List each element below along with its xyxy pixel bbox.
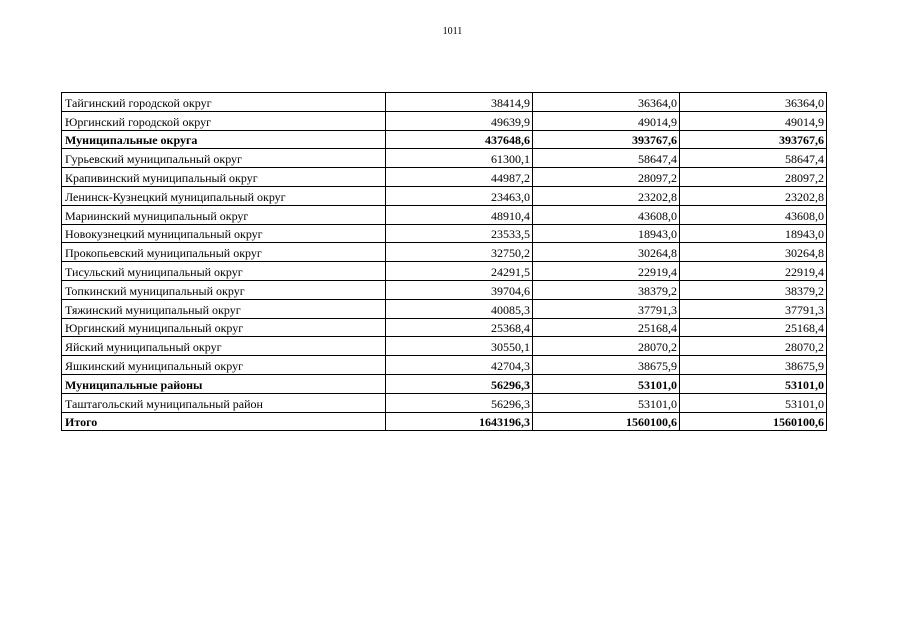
row-value-3-cell: 25168,4	[680, 318, 827, 337]
row-value-1-cell: 40085,3	[386, 299, 533, 318]
row-name-cell: Яшкинский муниципальный округ	[62, 356, 386, 375]
row-value-1-cell: 38414,9	[386, 93, 533, 112]
table-row-subtotal	[62, 374, 827, 393]
row-value-2-cell: 22919,4	[533, 262, 680, 281]
row-name-cell: Тяжинский муниципальный округ	[62, 299, 386, 318]
row-value-2-cell: 23202,8	[533, 186, 680, 205]
row-value-2-cell: 28097,2	[533, 168, 680, 187]
table-row	[62, 111, 827, 130]
row-value-3-cell: 22919,4	[680, 262, 827, 281]
row-value-3-cell: 28070,2	[680, 337, 827, 356]
row-value-1-cell: 42704,3	[386, 356, 533, 375]
row-value-1-cell: 39704,6	[386, 280, 533, 299]
row-value-1-cell: 56296,3	[386, 374, 533, 393]
row-name-cell: Тисульский муниципальный округ	[62, 262, 386, 281]
row-value-3-cell: 36364,0	[680, 93, 827, 112]
row-name-cell: Юргинский муниципальный округ	[62, 318, 386, 337]
table-row	[62, 186, 827, 205]
row-value-2-cell: 25168,4	[533, 318, 680, 337]
row-name-cell: Муниципальные районы	[62, 374, 386, 393]
row-value-1-cell: 30550,1	[386, 337, 533, 356]
table-row	[62, 262, 827, 281]
row-value-3-cell: 53101,0	[680, 393, 827, 412]
row-value-1-cell: 25368,4	[386, 318, 533, 337]
row-value-2-cell: 53101,0	[533, 393, 680, 412]
row-value-2-cell: 37791,3	[533, 299, 680, 318]
row-value-3-cell: 28097,2	[680, 168, 827, 187]
row-name-cell: Прокопьевский муниципальный округ	[62, 243, 386, 262]
row-name-cell: Таштагольский муниципальный район	[62, 393, 386, 412]
table-row	[62, 168, 827, 187]
row-value-3-cell: 49014,9	[680, 111, 827, 130]
row-name-cell: Итого	[62, 412, 386, 431]
row-value-2-cell: 43608,0	[533, 205, 680, 224]
row-value-3-cell: 18943,0	[680, 224, 827, 243]
table-body	[62, 93, 827, 431]
row-value-1-cell: 48910,4	[386, 205, 533, 224]
table-row	[62, 356, 827, 375]
row-value-2-cell: 28070,2	[533, 337, 680, 356]
row-name-cell: Гурьевский муниципальный округ	[62, 149, 386, 168]
row-name-cell: Крапивинский муниципальный округ	[62, 168, 386, 187]
table-row-subtotal	[62, 130, 827, 149]
table-row	[62, 205, 827, 224]
table-row	[62, 280, 827, 299]
row-value-3-cell: 37791,3	[680, 299, 827, 318]
row-value-2-cell: 30264,8	[533, 243, 680, 262]
row-value-1-cell: 23533,5	[386, 224, 533, 243]
row-value-3-cell: 43608,0	[680, 205, 827, 224]
row-value-2-cell: 1560100,6	[533, 412, 680, 431]
row-value-1-cell: 1643196,3	[386, 412, 533, 431]
budget-table	[61, 92, 827, 431]
table-row-subtotal	[62, 412, 827, 431]
row-value-3-cell: 23202,8	[680, 186, 827, 205]
table-row	[62, 299, 827, 318]
row-value-3-cell: 53101,0	[680, 374, 827, 393]
row-value-1-cell: 49639,9	[386, 111, 533, 130]
row-value-1-cell: 61300,1	[386, 149, 533, 168]
row-value-2-cell: 58647,4	[533, 149, 680, 168]
row-value-1-cell: 44987,2	[386, 168, 533, 187]
row-value-2-cell: 18943,0	[533, 224, 680, 243]
row-name-cell: Мариинский муниципальный округ	[62, 205, 386, 224]
row-value-2-cell: 38675,9	[533, 356, 680, 375]
row-name-cell: Юргинский городской округ	[62, 111, 386, 130]
row-name-cell: Муниципальные округа	[62, 130, 386, 149]
row-value-1-cell: 56296,3	[386, 393, 533, 412]
row-value-2-cell: 36364,0	[533, 93, 680, 112]
row-value-2-cell: 393767,6	[533, 130, 680, 149]
table-row	[62, 93, 827, 112]
row-value-2-cell: 38379,2	[533, 280, 680, 299]
row-value-3-cell: 38379,2	[680, 280, 827, 299]
page-number: 1011	[442, 26, 463, 37]
row-value-3-cell: 30264,8	[680, 243, 827, 262]
row-value-2-cell: 53101,0	[533, 374, 680, 393]
table-row	[62, 393, 827, 412]
row-name-cell: Топкинский муниципальный округ	[62, 280, 386, 299]
row-value-1-cell: 24291,5	[386, 262, 533, 281]
row-name-cell: Новокузнецкий муниципальный округ	[62, 224, 386, 243]
row-value-2-cell: 49014,9	[533, 111, 680, 130]
row-value-3-cell: 393767,6	[680, 130, 827, 149]
row-value-1-cell: 437648,6	[386, 130, 533, 149]
table-row	[62, 243, 827, 262]
table-row	[62, 318, 827, 337]
row-value-1-cell: 23463,0	[386, 186, 533, 205]
table-row	[62, 224, 827, 243]
table-row	[62, 149, 827, 168]
row-name-cell: Тайгинский городской округ	[62, 93, 386, 112]
row-value-1-cell: 32750,2	[386, 243, 533, 262]
row-value-3-cell: 38675,9	[680, 356, 827, 375]
row-value-3-cell: 58647,4	[680, 149, 827, 168]
row-value-3-cell: 1560100,6	[680, 412, 827, 431]
row-name-cell: Яйский муниципальный округ	[62, 337, 386, 356]
table-row	[62, 337, 827, 356]
row-name-cell: Ленинск-Кузнецкий муниципальный округ	[62, 186, 386, 205]
